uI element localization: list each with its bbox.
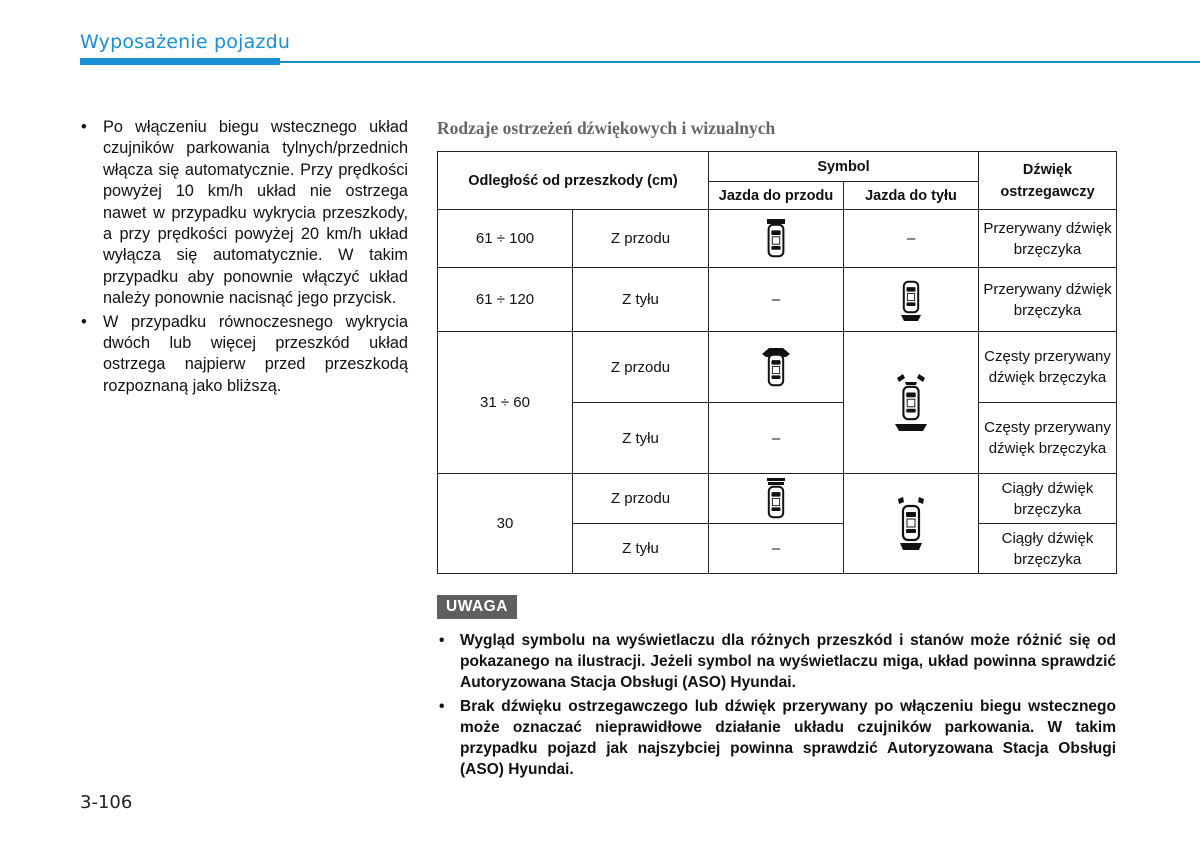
location-cell: Z tyłu: [573, 524, 709, 574]
forward-symbol-cell: [709, 210, 844, 268]
forward-symbol-cell: –: [709, 268, 844, 332]
sound-cell: Przerywany dźwięk brzęczyka: [979, 210, 1117, 268]
car-both-near-icon: [894, 497, 928, 551]
note-item: • Wygląd symbolu na wyświetlaczu dla różnych przeszkód i stanów może różnić się od pokazanego na ilustracji. Jeżeli symbol na wyświetlaczu miga, układ powinna sprawdzić Autoryzowana Stacja Obsługi (ASO) Hyundai.: [437, 630, 1116, 693]
car-front-close-icon: [759, 346, 793, 388]
reverse-symbol-cell: –: [844, 210, 979, 268]
car-front-near-icon: [763, 478, 789, 520]
note-label: UWAGA: [437, 595, 517, 619]
distance-cell: 31 ÷ 60: [438, 332, 573, 474]
sound-cell: Częsty przerywany dźwięk brzęczyka: [979, 332, 1117, 403]
sound-cell: Częsty przerywany dźwięk brzęczyka: [979, 403, 1117, 474]
section-title: Rodzaje ostrzeżeń dźwiękowych i wizualnych: [437, 118, 776, 138]
sound-cell: Przerywany dźwięk brzęczyka: [979, 268, 1117, 332]
distance-cell: 61 ÷ 100: [438, 210, 573, 268]
car-both-close-icon: [891, 374, 931, 432]
forward-symbol-cell: [709, 474, 844, 524]
left-column-text: [80, 117, 408, 399]
header-sound: Dźwięk ostrzegawczy: [979, 152, 1117, 210]
forward-symbol-cell: [709, 332, 844, 403]
note-item: • Brak dźwięku ostrzegawczego lub dźwięk przerywany po włączeniu biegu wstecznego może oznaczać nieprawidłowe działanie układu czujników parkowania. W takim przypadku pojazd jak najszybciej powinna sprawdzić Autoryzowana Stacja Obsługi (ASO) Hyundai.: [437, 696, 1116, 780]
location-cell: Z przodu: [573, 332, 709, 403]
distance-cell: 30: [438, 474, 573, 574]
warning-table: [437, 151, 1117, 574]
reverse-symbol-cell: [844, 268, 979, 332]
car-rear-sensor-icon: [898, 279, 924, 321]
bullet-paragraph: • Po włączeniu biegu wstecznego układ czujników parkowania tylnych/przednich włącza się automatycznie. Przy prędkości powyżej 10 km/h układ nie ostrzega nawet w przypadku wykrycia przeszkody, a przy prędkości powyżej 20 km/h układ wyłącza się automatycznie. W takim przypadku aby ponownie włączyć układ należy ponownie nacisnąć jego przycisk.: [80, 117, 408, 310]
forward-symbol-cell: –: [709, 524, 844, 574]
sound-cell: Ciągły dźwięk brzęczyka: [979, 524, 1117, 574]
note-text: [437, 630, 1116, 783]
sound-cell: Ciągły dźwięk brzęczyka: [979, 474, 1117, 524]
reverse-symbol-cell: [844, 474, 979, 574]
header-symbol: Symbol: [709, 152, 979, 182]
section-header-title: Wyposażenie pojazdu: [80, 31, 291, 53]
reverse-symbol-cell: [844, 332, 979, 474]
header-reverse: Jazda do tyłu: [844, 182, 979, 210]
location-cell: Z tyłu: [573, 268, 709, 332]
header-distance: Odległość od przeszkody (cm): [438, 152, 709, 210]
header-accent-bar: [80, 58, 280, 65]
distance-cell: 61 ÷ 120: [438, 268, 573, 332]
header-forward: Jazda do przodu: [709, 182, 844, 210]
car-front-sensor-icon: [763, 219, 789, 259]
location-cell: Z przodu: [573, 210, 709, 268]
bullet-paragraph: • W przypadku równoczesnego wykrycia dwóch lub więcej przeszkód układ ostrzega najpierw przed przeszkodą rozpoznaną jako bliższą.: [80, 312, 408, 398]
location-cell: Z przodu: [573, 474, 709, 524]
page-number: 3-106: [80, 792, 133, 813]
forward-symbol-cell: –: [709, 403, 844, 474]
location-cell: Z tyłu: [573, 403, 709, 474]
